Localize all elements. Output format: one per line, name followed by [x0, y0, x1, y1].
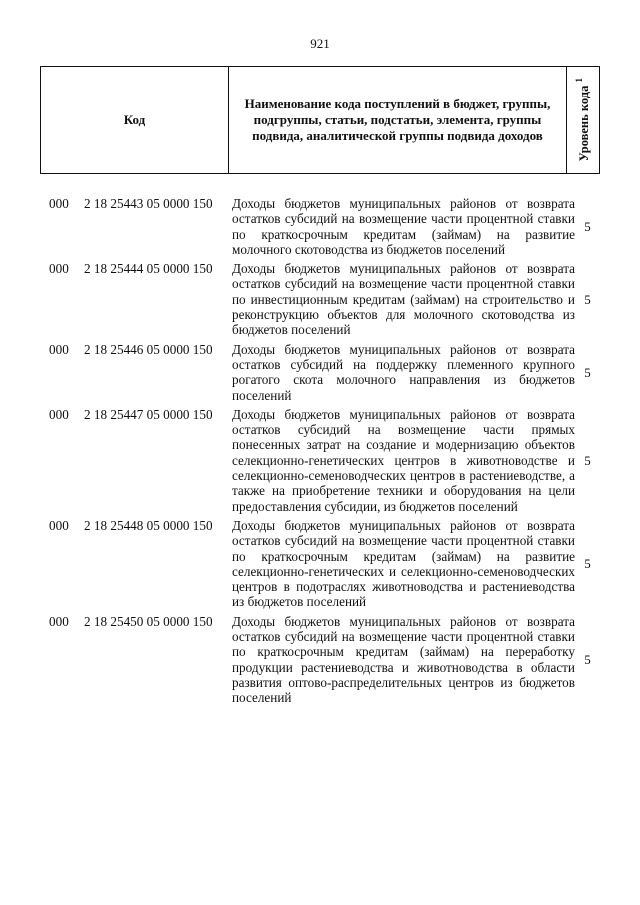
row-name: Доходы бюджетов муниципальных районов от возврата остатков субсидий на возмещение части процентной ставки по инвестиционным кредитам (займам) на строительство и реконструкцию объектов для молочного скотоводства из бюджетов поселений — [232, 261, 575, 338]
header-level-label — [574, 78, 592, 161]
header-name: Наименование кода поступлений в бюджет, группы, подгруппы, статьи, подстатьи, элемента, группы подвида, аналитической группы подвида доходов — [229, 67, 567, 173]
page-number: 921 — [310, 36, 330, 51]
row-level: 5 — [584, 218, 591, 234]
row-admin-code: 000 — [49, 406, 69, 422]
table-row — [40, 342, 600, 403]
header-level-footnote: 1 — [573, 78, 584, 83]
row-admin-code: 000 — [49, 261, 69, 277]
row-admin-code: 000 — [49, 196, 69, 211]
table-row — [40, 261, 600, 337]
row-code: 2 18 25444 05 0000 150 — [84, 261, 213, 277]
table-row — [40, 407, 600, 514]
row-code: 2 18 25447 05 0000 150 — [84, 406, 213, 422]
row-level: 5 — [584, 651, 591, 667]
row-admin-code: 000 — [49, 517, 69, 533]
row-name: Доходы бюджетов муниципальных районов от возврата остатков субсидий на поддержку племенного крупного рогатого скота молочного направления из бюджетов поселений — [232, 341, 575, 403]
row-name: Доходы бюджетов муниципальных районов от возврата остатков субсидий на возмещение части процентной ставки по краткосрочным кредитам (займам) на развитие молочного скотоводства из бюджетов поселений — [232, 196, 575, 257]
row-level: 5 — [584, 364, 591, 380]
row-code: 2 18 25443 05 0000 150 — [84, 196, 213, 211]
row-admin-code: 000 — [49, 341, 69, 357]
row-code: 2 18 25446 05 0000 150 — [84, 341, 213, 357]
row-level: 5 — [584, 291, 591, 307]
row-level: 5 — [584, 452, 591, 468]
header-level — [567, 67, 599, 173]
row-name: Доходы бюджетов муниципальных районов от возврата остатков субсидий на возмещение части процентной ставки по краткосрочным кредитам (займам) на переработку продукции растениеводства и животноводства в области развития оптово-распределительных центров из бюджетов поселений — [232, 613, 575, 706]
header-code: Код — [41, 67, 229, 173]
row-name: Доходы бюджетов муниципальных районов от возврата остатков субсидий на возмещение части прямых понесенных затрат на создание и модернизацию объектов селекционно-генетических центров в животноводстве и селекционно-семеноводческих центров в растениеводстве, а также на приобретение техники и оборудования на цели предоставления субсидии, из бюджетов поселений — [232, 406, 575, 514]
row-code: 2 18 25450 05 0000 150 — [84, 613, 213, 629]
row-admin-code: 000 — [49, 613, 69, 629]
table-row — [40, 614, 600, 706]
row-level: 5 — [584, 556, 591, 572]
table-row — [40, 196, 600, 257]
table-row — [40, 518, 600, 610]
row-code: 2 18 25448 05 0000 150 — [84, 517, 213, 533]
table-body — [40, 196, 600, 710]
table-header — [40, 66, 600, 174]
row-name: Доходы бюджетов муниципальных районов от возврата остатков субсидий на возмещение части процентной ставки по краткосрочным кредитам (займам) на развитие селекционно-генетических и селекционно-семеноводческих центров в подотраслях животноводства и растениеводства из бюджетов поселений — [232, 517, 575, 610]
header-level-text: Уровень кода — [577, 85, 592, 162]
